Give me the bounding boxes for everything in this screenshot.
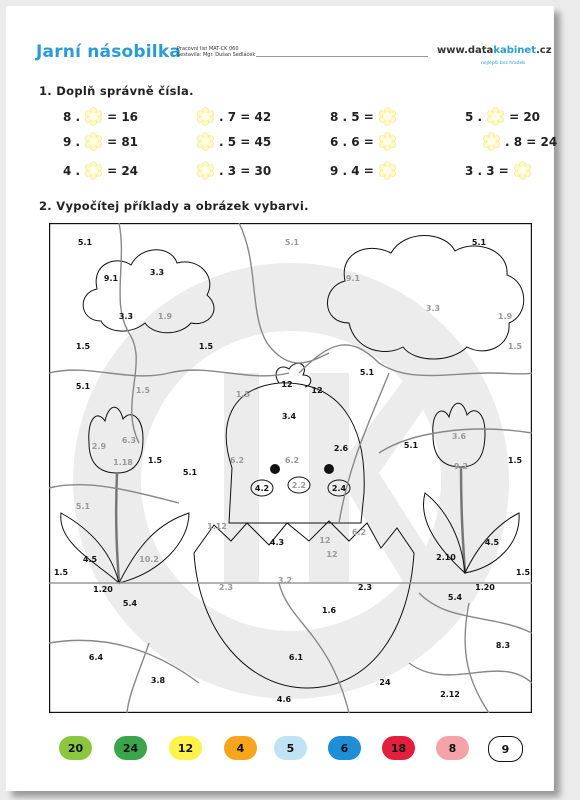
region-label: 3.3 xyxy=(149,268,165,277)
answer-flower-icon[interactable] xyxy=(196,161,215,180)
region-label: 1.12 xyxy=(207,522,227,531)
region-label: 12 xyxy=(281,380,293,389)
eq-text: . 5 = 45 xyxy=(219,134,272,149)
region-label: 4.3 xyxy=(269,538,285,547)
region-label: 3.3 xyxy=(118,312,134,321)
region-label: 9.1 xyxy=(345,274,361,283)
legend-value: 24 xyxy=(122,741,139,755)
region-label: 3.4 xyxy=(281,412,297,421)
region-label: 2.6 xyxy=(333,444,349,453)
region-label: 1.6 xyxy=(321,606,337,615)
region-label: 12 xyxy=(311,386,323,395)
eq-text: . 3 = 30 xyxy=(219,163,272,178)
region-label: 5.1 xyxy=(75,382,91,391)
region-label: 2.2 xyxy=(291,481,307,490)
exercise xyxy=(465,161,532,180)
worksheet-meta xyxy=(177,46,255,58)
eq-text: 6 . 6 = xyxy=(330,134,374,149)
task1-title: 1. Doplň správně čísla. xyxy=(39,84,194,98)
answer-flower-icon[interactable] xyxy=(196,132,215,151)
region-label: 5.1 xyxy=(359,368,375,377)
region-label: 5.1 xyxy=(182,468,198,477)
answer-flower-icon[interactable] xyxy=(482,132,501,151)
exercise xyxy=(465,107,540,126)
eq-text: . 8 = 24 xyxy=(505,134,558,149)
exercise xyxy=(196,132,271,151)
coloring-picture xyxy=(49,223,532,713)
eq-text: 8 . 5 = xyxy=(330,109,374,124)
legend-swatch[interactable] xyxy=(436,736,469,760)
region-label: 8.3 xyxy=(495,641,511,650)
exercise xyxy=(330,161,397,180)
legend-value: 5 xyxy=(286,741,295,755)
answer-flower-icon[interactable] xyxy=(196,107,215,126)
region-label: 3.6 xyxy=(451,432,467,441)
region-label: 1.5 xyxy=(147,456,163,465)
exercise xyxy=(63,107,138,126)
task2-title: 2. Vypočítej příklady a obrázek vybarvi. xyxy=(39,199,309,213)
exercise xyxy=(330,107,397,126)
chick-eye-left xyxy=(270,464,280,474)
region-label: 5.4 xyxy=(122,599,138,608)
region-label: 12 xyxy=(319,536,331,545)
legend-value: 9 xyxy=(501,742,510,756)
region-label: 1.20 xyxy=(475,583,495,592)
region-label: 10.2 xyxy=(139,555,159,564)
eq-text: = 81 xyxy=(107,134,139,149)
answer-flower-icon[interactable] xyxy=(513,161,532,180)
chick-eye-right xyxy=(324,464,334,474)
exercise xyxy=(63,132,138,151)
region-label: 1.5 xyxy=(135,386,151,395)
meta-line-1: Pracovní list MAT-CK 060 xyxy=(177,46,239,52)
region-label: 3.2 xyxy=(277,576,293,585)
site-logo[interactable] xyxy=(437,45,552,56)
legend-swatch[interactable] xyxy=(169,736,202,760)
region-label: 6.4 xyxy=(88,653,104,662)
region-label: 1.5 xyxy=(75,342,91,351)
site-post: .cz xyxy=(535,45,552,56)
legend-value: 4 xyxy=(236,741,245,755)
region-label: 6.2 xyxy=(229,456,245,465)
legend-value: 8 xyxy=(448,741,457,755)
legend-swatch[interactable] xyxy=(488,736,523,762)
legend-swatch[interactable] xyxy=(59,736,92,760)
legend-swatch[interactable] xyxy=(224,736,257,760)
legend-value: 18 xyxy=(390,741,407,755)
site-mid: kabinet xyxy=(493,45,536,56)
region-label: 5.1 xyxy=(403,441,419,450)
legend-value: 12 xyxy=(177,741,194,755)
answer-flower-icon[interactable] xyxy=(84,132,103,151)
region-label: 4.2 xyxy=(254,484,270,493)
eq-text: = 24 xyxy=(107,163,139,178)
region-label: 2.10 xyxy=(436,553,456,562)
region-label: 5.1 xyxy=(75,502,91,511)
region-label: 1.5 xyxy=(515,568,531,577)
region-label: 1.5 xyxy=(235,390,251,399)
legend-value: 6 xyxy=(340,741,349,755)
meta-line-2: Sestavila: Mgr. Dušan Sedláček xyxy=(177,52,256,58)
answer-flower-icon[interactable] xyxy=(84,161,103,180)
answer-flower-icon[interactable] xyxy=(378,107,397,126)
eq-text: . 7 = 42 xyxy=(219,109,272,124)
legend-swatch[interactable] xyxy=(382,736,415,760)
answer-flower-icon[interactable] xyxy=(486,107,505,126)
region-label: 4.6 xyxy=(276,695,292,704)
region-label: 6.2 xyxy=(284,456,300,465)
region-label: 5.4 xyxy=(447,593,463,602)
region-label: 5.1 xyxy=(284,238,300,247)
eq-text: 8 . xyxy=(63,109,81,124)
region-label: 4.5 xyxy=(82,555,98,564)
region-label: 1.9 xyxy=(497,312,513,321)
region-label: 9.1 xyxy=(103,274,119,283)
exercise xyxy=(63,161,138,180)
region-label: 12 xyxy=(326,550,338,559)
region-label: 1.5 xyxy=(507,456,523,465)
region-label: 1.5 xyxy=(507,342,523,351)
eq-text: 3 . 3 = xyxy=(465,163,509,178)
region-label: 6.1 xyxy=(288,653,304,662)
exercise xyxy=(482,132,557,151)
site-pre: www.data xyxy=(437,45,494,56)
region-label: 5.1 xyxy=(471,238,487,247)
eq-text: = 20 xyxy=(509,109,541,124)
legend-value: 20 xyxy=(67,741,84,755)
header-divider xyxy=(256,56,428,57)
region-label: 1.20 xyxy=(93,585,113,594)
eq-text: 4 . xyxy=(63,163,81,178)
answer-flower-icon[interactable] xyxy=(378,161,397,180)
region-label: 5.1 xyxy=(77,238,93,247)
eq-text: 9 . xyxy=(63,134,81,149)
answer-flower-icon[interactable] xyxy=(84,107,103,126)
region-label: 3.3 xyxy=(425,304,441,313)
region-label: 2.12 xyxy=(440,690,460,699)
region-label: 1.5 xyxy=(198,342,214,351)
region-label: 6.2 xyxy=(351,528,367,537)
region-label: 3.8 xyxy=(150,676,166,685)
region-label: 2.3 xyxy=(218,583,234,592)
worksheet-page xyxy=(6,6,558,791)
region-label: 2.3 xyxy=(357,583,373,592)
legend-swatch[interactable] xyxy=(274,736,307,760)
legend-swatch[interactable] xyxy=(328,736,361,760)
eq-text: 9 . 4 = xyxy=(330,163,374,178)
exercise xyxy=(196,107,271,126)
region-label: 1.5 xyxy=(53,568,69,577)
answer-flower-icon[interactable] xyxy=(378,132,397,151)
region-label: 6.3 xyxy=(121,436,137,445)
region-label: 9.2 xyxy=(453,462,469,471)
exercise xyxy=(196,161,271,180)
eq-text: = 16 xyxy=(107,109,139,124)
legend-swatch[interactable] xyxy=(114,736,147,760)
region-label: 2.9 xyxy=(91,442,107,451)
region-label: 1.18 xyxy=(113,458,133,467)
eq-text: 5 . xyxy=(465,109,483,124)
exercise xyxy=(330,132,397,151)
site-tagline: nejlepší bez hradeb xyxy=(481,61,526,66)
region-label: 4.5 xyxy=(484,538,500,547)
region-label: 24 xyxy=(379,678,391,687)
region-label: 2.4 xyxy=(331,484,347,493)
page-title: Jarní násobilka xyxy=(36,42,182,62)
region-label: 1.9 xyxy=(157,312,173,321)
